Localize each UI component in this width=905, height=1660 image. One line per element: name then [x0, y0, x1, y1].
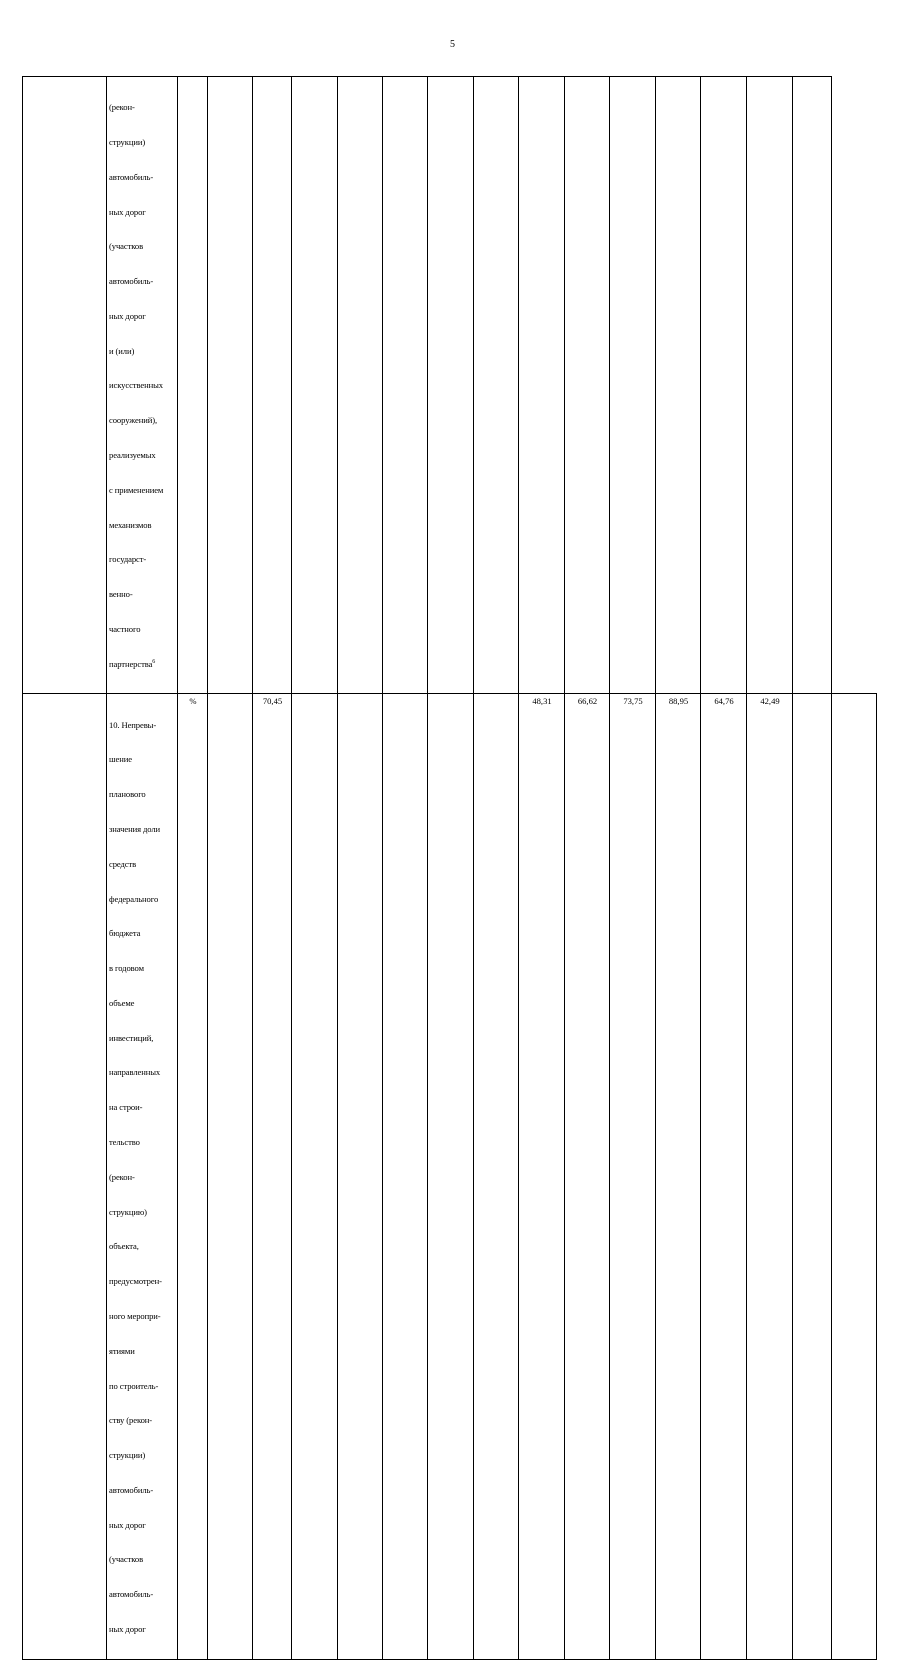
- name-line: автомобиль-: [109, 171, 154, 182]
- unit-cell: [178, 77, 208, 694]
- value-cell: [747, 77, 793, 694]
- name-line: автомобиль-: [109, 1589, 154, 1600]
- name-line: государст-: [109, 554, 147, 565]
- footnote-marker: 6: [152, 658, 156, 665]
- name-line: планового: [109, 789, 146, 800]
- name-line: предусмотрен-: [109, 1276, 162, 1287]
- value-cell: [208, 694, 253, 1659]
- value-cell: [610, 77, 656, 694]
- value-cell: 48,31: [519, 694, 565, 1659]
- empty-cell: [23, 77, 107, 694]
- name-line: струкции): [109, 136, 146, 147]
- name-line-text: партнерства: [109, 658, 153, 669]
- name-line: ству (рекон-: [109, 1415, 153, 1426]
- name-line: струкцию): [109, 1206, 147, 1217]
- name-line: венно-: [109, 589, 133, 600]
- name-line: объекта,: [109, 1241, 139, 1252]
- name-line: 10. Непревы-: [109, 719, 157, 730]
- name-line: (участков: [109, 241, 144, 252]
- value-cell: [793, 77, 832, 694]
- value-cell: 88,95: [656, 694, 701, 1659]
- empty-cell: [23, 694, 107, 1659]
- name-line: ятиями: [109, 1345, 135, 1356]
- value-cell: [428, 694, 474, 1659]
- name-line: (рекон-: [109, 102, 135, 113]
- indicator-name-cell: [107, 694, 178, 1659]
- value-cell: [701, 77, 747, 694]
- name-line: значения доли: [109, 824, 161, 834]
- name-line: тельство: [109, 1137, 140, 1148]
- value-cell: [656, 77, 701, 694]
- value-cell: 73,75: [610, 694, 656, 1659]
- name-line: по строитель-: [109, 1380, 159, 1391]
- name-line: (участков: [109, 1554, 144, 1565]
- indicator-name-cell: [107, 77, 178, 694]
- name-line: (рекон-: [109, 1171, 135, 1182]
- value-cell: [832, 694, 877, 1659]
- value-cell: [253, 77, 292, 694]
- value-cell: [474, 77, 519, 694]
- value-cell: [428, 77, 474, 694]
- name-line: сооружений),: [109, 415, 158, 426]
- page-number: 5: [450, 39, 455, 50]
- indicator-table: [22, 76, 877, 1660]
- value-cell: [474, 694, 519, 1659]
- name-line: и (или): [109, 345, 135, 356]
- name-line: средств: [109, 858, 137, 869]
- value-cell: [292, 694, 338, 1659]
- name-line: механизмов: [109, 519, 152, 530]
- name-line: [109, 659, 176, 671]
- name-line: ных дорог: [109, 1519, 146, 1530]
- table-row: [23, 694, 877, 1659]
- name-line: струкции): [109, 1450, 146, 1461]
- name-line: частного: [109, 623, 141, 634]
- value-cell: [292, 77, 338, 694]
- name-line: направленных: [109, 1067, 161, 1078]
- name-line: ного меропри-: [109, 1310, 161, 1321]
- value-cell: [338, 694, 383, 1659]
- value-cell: 42,49: [747, 694, 793, 1659]
- name-line: искусственных: [109, 380, 163, 391]
- value-cell: [383, 694, 428, 1659]
- value-cell: [793, 694, 832, 1659]
- name-line: федерального: [109, 893, 159, 904]
- value-cell: [338, 77, 383, 694]
- name-line: на строи-: [109, 1102, 143, 1113]
- name-line: ных дорог: [109, 206, 146, 217]
- name-line: в годовом: [109, 963, 144, 974]
- name-line: ных дорог: [109, 310, 146, 321]
- name-line: бюджета: [109, 928, 141, 939]
- name-line: реализуемых: [109, 450, 156, 460]
- name-line: объеме: [109, 997, 135, 1008]
- name-line: автомобиль-: [109, 1484, 154, 1495]
- name-line: автомобиль-: [109, 276, 154, 287]
- value-cell: [383, 77, 428, 694]
- value-cell: 66,62: [565, 694, 610, 1659]
- name-line: ных дорог: [109, 1623, 146, 1634]
- value-cell: [208, 77, 253, 694]
- name-line: шение: [109, 754, 132, 765]
- value-cell: [565, 77, 610, 694]
- name-line: с применением: [109, 484, 164, 495]
- name-line: инвестиций,: [109, 1032, 154, 1043]
- table-row: [23, 77, 877, 694]
- value-cell: 64,76: [701, 694, 747, 1659]
- unit-cell: %: [178, 694, 208, 1659]
- value-cell: 70,45: [253, 694, 292, 1659]
- value-cell: [519, 77, 565, 694]
